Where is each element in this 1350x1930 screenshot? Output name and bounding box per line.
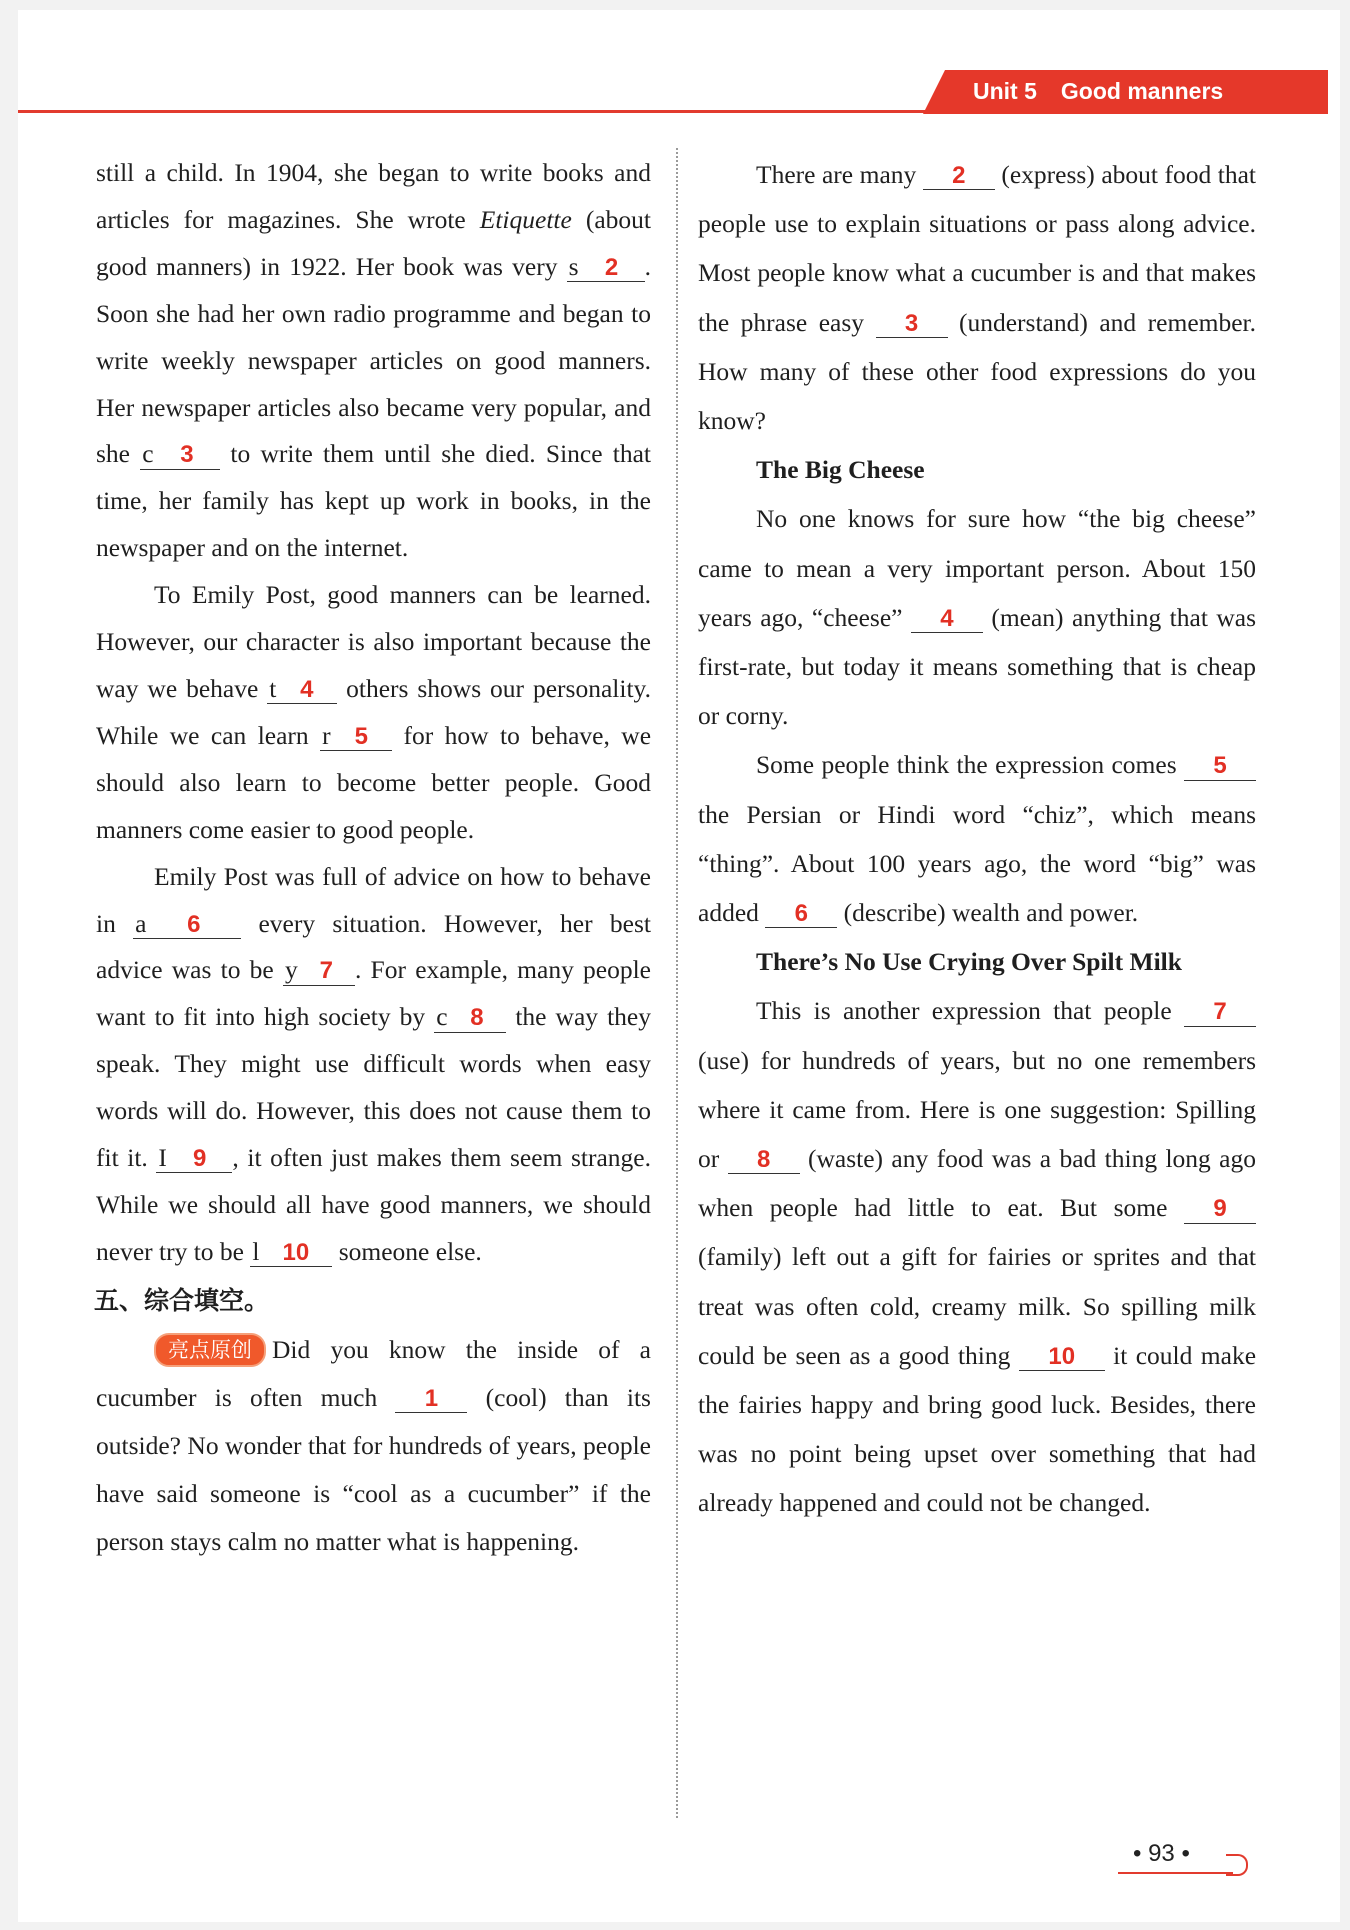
answer-blank[interactable]: s 2 xyxy=(567,253,645,282)
page-turn-arrow-icon xyxy=(1226,1854,1248,1876)
passage-paragraph: still a child. In 1904, she began to write books and articles for magazines. She wrote Etiquette (about good manners) in 1922. Her book was very s 2 . Soon she had her own radio programme and began to write weekly newspaper articles on good manners. Her newspaper articles also became very popular, and she c 3 to write them until she died. Since that time, her family has kept up work in books, in the newspaper and on the internet. xyxy=(96,158,651,563)
answer-blank[interactable]: 4 xyxy=(911,604,983,633)
section-title: 五、综合填空。 xyxy=(94,1285,270,1315)
answer-blank[interactable]: c 8 xyxy=(434,1003,506,1032)
passage-paragraph: To Emily Post, good manners can be learned. However, our character is also important because the way we behave t 4 others shows our personality. While we can learn r 5 for how to behave, we should also learn to become better people. Good manners come easier to good people. xyxy=(96,580,652,844)
passage-paragraph: 亮点原创 Did you know the inside of a cucumber is often much 1 (cool) than its outside? No wonder that for hundreds of years, people have said someone is “cool as a cucumber” if the person stays calm no matter what is happening. xyxy=(96,1334,651,1556)
answer-blank[interactable]: 8 xyxy=(728,1145,800,1174)
original-badge: 亮点原创 xyxy=(154,1333,266,1367)
answer-blank[interactable]: I 9 xyxy=(156,1144,232,1173)
answer-blank[interactable]: 1 xyxy=(395,1384,467,1413)
column-divider xyxy=(676,148,678,1818)
answer-blank[interactable]: r 5 xyxy=(320,722,392,751)
subheading: There’s No Use Crying Over Spilt Milk xyxy=(756,947,1182,977)
passage-paragraph: Emily Post was full of advice on how to behave in a 6 every situation. However, her best advice was to be y 7 . For example, many people want to fit into high society by c 8 the way they speak. They might use difficult words when easy words will do. However, this does not cause them to fit it. I 9 , it often just makes them seem strange. While we should all have good manners, we should never try to be l 10 someone else. xyxy=(96,861,651,1266)
book-title: Etiquette xyxy=(479,204,572,234)
workbook-page xyxy=(18,10,1340,1922)
unit-title: Good manners xyxy=(1060,78,1224,104)
unit-banner-text xyxy=(973,78,1223,105)
answer-blank[interactable]: 5 xyxy=(1184,751,1256,780)
answer-blank[interactable]: 2 xyxy=(923,161,995,190)
answer-blank[interactable]: a 6 xyxy=(133,910,241,939)
page-number: • 93 • xyxy=(1133,1840,1190,1867)
answer-blank[interactable]: 9 xyxy=(1184,1194,1256,1223)
answer-blank[interactable]: 6 xyxy=(765,899,837,928)
left-column xyxy=(96,150,651,1566)
unit-label: Unit 5 xyxy=(973,78,1037,104)
answer-blank[interactable]: c 3 xyxy=(140,440,220,469)
answer-blank[interactable]: t 4 xyxy=(267,675,337,704)
passage-paragraph: Some people think the expression comes 5 the Persian or Hindi word “chiz”, which means “thing”. About 100 years ago, the word “big” was added 6 (describe) wealth and power. xyxy=(698,750,1256,928)
passage-paragraph: There are many 2 (express) about food that people use to explain situations or pass along advice. Most people know what a cucumber is and that makes the phrase easy 3 (understand) and remember. How many of these other food expressions do you know? xyxy=(698,160,1256,436)
right-column xyxy=(698,150,1256,1528)
answer-blank[interactable]: y 7 xyxy=(283,956,355,985)
subheading: The Big Cheese xyxy=(756,455,925,485)
answer-blank[interactable]: 10 xyxy=(1019,1342,1105,1371)
passage-paragraph: No one knows for sure how “the big cheese” came to mean a very important person. About 150 years ago, “cheese” 4 (mean) anything that was first-rate, but today it means something that is cheap or corny. xyxy=(698,504,1257,731)
passage-paragraph: This is another expression that people 7 (use) for hundreds of years, but no one remembers where it came from. Here is one suggestion: Spilling or 8 (waste) any food was a bad thing long ago when people had little to eat. But some 9 (family) left out a gift for fairies or sprites and that treat was often cold, creamy milk. So spilling milk could be seen as a good thing 10 it could make the fairies happy and bring good luck. Besides, there was no point being upset over something that had already happened and could not be changed. xyxy=(698,996,1257,1518)
answer-blank[interactable]: 3 xyxy=(876,309,948,338)
answer-blank[interactable]: 7 xyxy=(1184,997,1256,1026)
page-number-underline xyxy=(1118,1872,1233,1874)
answer-blank[interactable]: l 10 xyxy=(250,1238,332,1267)
